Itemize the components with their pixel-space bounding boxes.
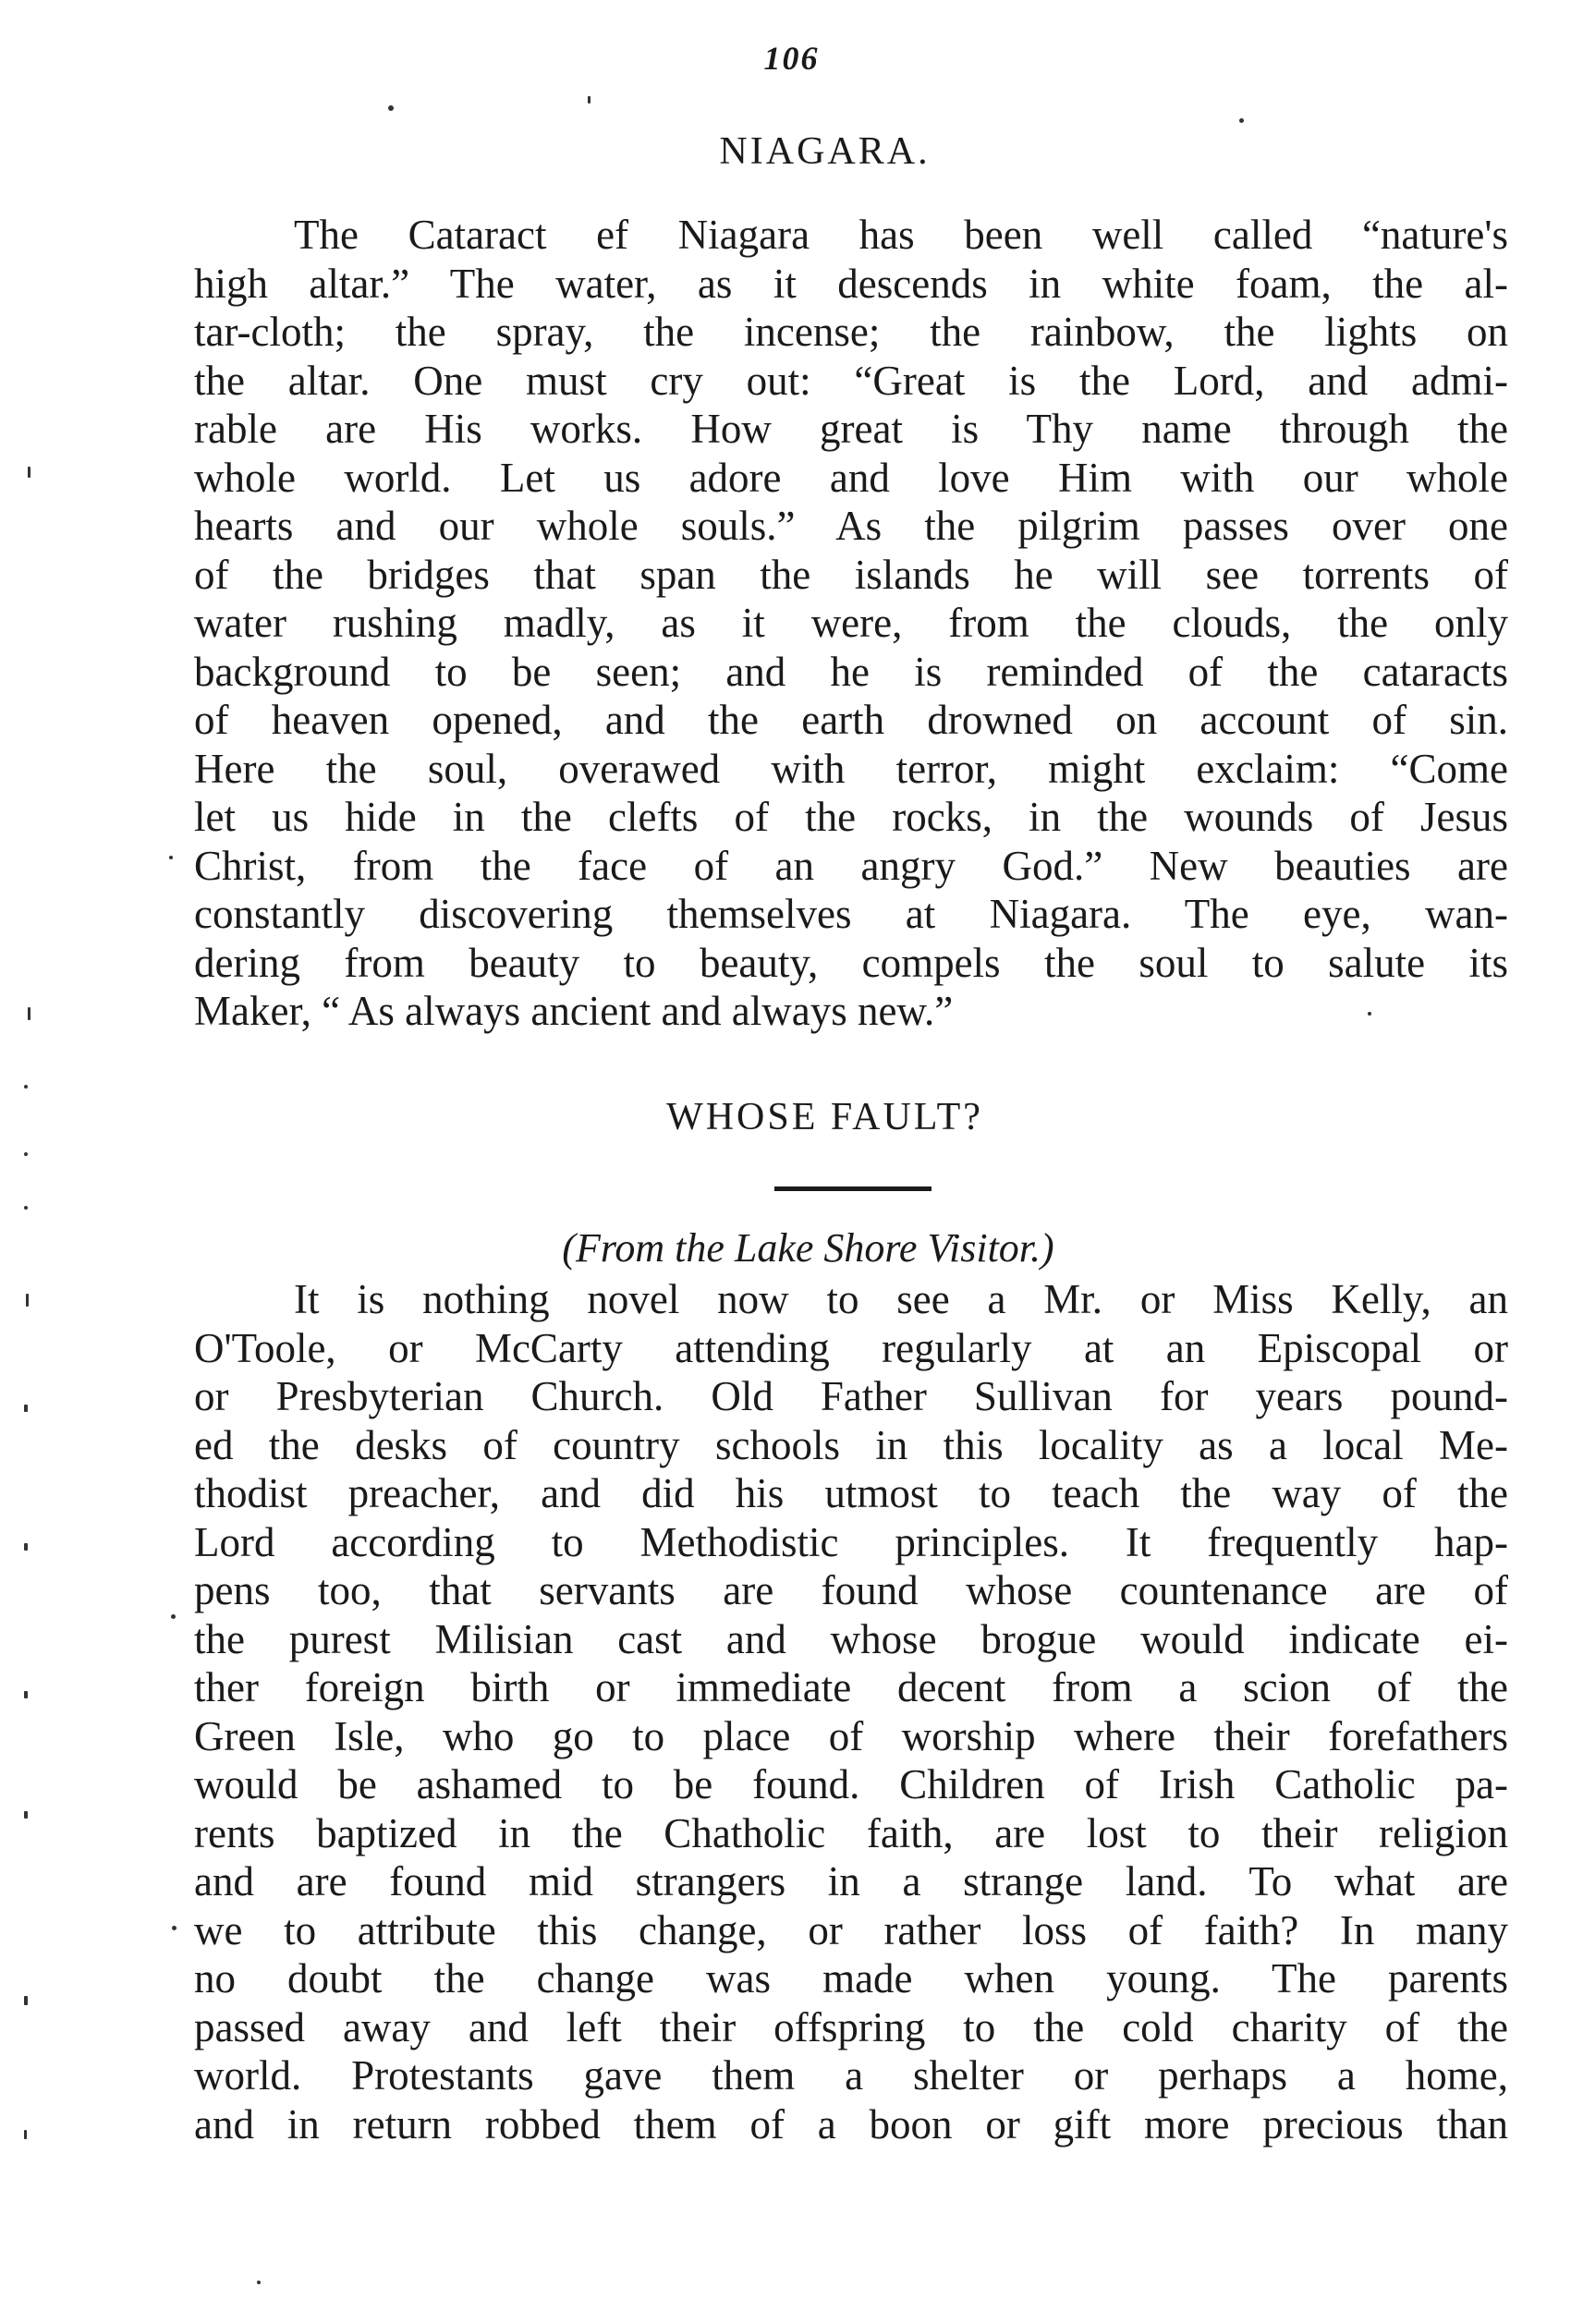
scan-speck (26, 1294, 29, 1307)
text-line: would be ashamed to be found. Children of Irish Catholic pa- (194, 1761, 1508, 1807)
scan-speck (171, 1614, 176, 1619)
text-line: ther foreign birth or immediate decent from a scion of the (194, 1664, 1508, 1710)
scan-speck (24, 1543, 28, 1551)
text-line: thodist preacher, and did his utmost to teach the way of the (194, 1470, 1508, 1516)
text-line: whole world. Let us adore and love Him with our whole (194, 454, 1508, 501)
scan-speck (1239, 118, 1244, 123)
scan-speck (24, 1085, 28, 1089)
text-line: no doubt the change was made when young. The parents (194, 1955, 1508, 2002)
text-line: let us hide in the clefts of the rocks, in the wounds of Jesus (194, 794, 1508, 840)
text-line: Maker, “ As always ancient and always new.” (194, 988, 954, 1034)
text-line: or Presbyterian Church. Old Father Sullivan for years pound- (194, 1373, 1508, 1419)
scan-speck (28, 1007, 30, 1020)
section-title-whose-fault: WHOSE FAULT? (666, 1096, 983, 1138)
scan-speck (588, 96, 591, 103)
text-line: The Cataract ef Niagara has been well called “nature's (294, 212, 1508, 258)
text-line: hearts and our whole souls.” As the pilgrim passes over one (194, 503, 1508, 549)
text-line: rable are His works. How great is Thy name through the (194, 406, 1508, 452)
scan-speck (24, 1691, 28, 1698)
scan-speck (257, 2281, 261, 2284)
text-line: ed the desks of country schools in this locality as a local Me- (194, 1421, 1508, 1468)
scan-speck (28, 467, 30, 478)
text-line: pens too, that servants are found whose countenance are of (194, 1567, 1508, 1613)
text-line: the altar. One must cry out: “Great is the Lord, and admi- (194, 357, 1508, 404)
text-line: Green Isle, who go to place of worship where their forefathers (194, 1712, 1508, 1759)
text-line: world. Protestants gave them a shelter or perhaps a home, (194, 2052, 1508, 2099)
text-line: rents baptized in the Chatholic faith, are lost to their religion (194, 1809, 1508, 1856)
text-line: of heaven opened, and the earth drowned on account of sin. (194, 697, 1508, 743)
scan-speck (24, 2130, 27, 2139)
text-line: O'Toole, or McCarty attending regularly at an Episcopal or (194, 1324, 1508, 1371)
text-line: high altar.” The water, as it descends in white foam, the al- (194, 260, 1508, 307)
scan-speck (388, 105, 394, 111)
text-line: dering from beauty to beauty, compels the soul to salute its (194, 939, 1508, 986)
text-line: tar-cloth; the spray, the incense; the rainbow, the lights on (194, 309, 1508, 355)
paragraph-whose-fault (194, 1275, 1508, 2148)
text-line: It is nothing novel now to see a Mr. or Miss Kelly, an (294, 1276, 1508, 1322)
scan-speck (169, 856, 173, 859)
text-line: Here the soul, overawed with terror, might exclaim: “Come (194, 745, 1508, 792)
text-line: Lord according to Methodistic principles. It frequently hap- (194, 1518, 1508, 1565)
paragraph-niagara (194, 211, 1508, 1036)
scan-speck (24, 1996, 28, 2005)
text-line: and are found mid strangers in a strange land. To what are (194, 1858, 1508, 1904)
text-line: background to be seen; and he is reminded of the cataracts (194, 648, 1508, 695)
section-divider (774, 1186, 932, 1191)
scan-speck (172, 1926, 177, 1930)
page-number: 106 (763, 40, 820, 77)
text-line: the purest Milisian cast and whose brogue would indicate ei- (194, 1615, 1508, 1662)
section-title-niagara: NIAGARA. (719, 130, 931, 173)
scan-speck (24, 1152, 28, 1156)
source-attribution: (From the Lake Shore Visitor.) (562, 1225, 1054, 1271)
scan-speck (1368, 1012, 1371, 1016)
text-line: passed away and left their offspring to the cold charity of the (194, 2003, 1508, 2050)
text-line: we to attribute this change, or rather loss of faith? In many (194, 1906, 1508, 1953)
scan-speck (24, 1405, 28, 1412)
scan-speck (24, 1811, 28, 1819)
scan-speck (24, 1206, 28, 1210)
text-line: of the bridges that span the islands he will see torrents of (194, 551, 1508, 598)
text-line: water rushing madly, as it were, from the clouds, the only (194, 600, 1508, 646)
text-line: and in return robbed them of a boon or gift more precious than (194, 2100, 1508, 2148)
text-line: Christ, from the face of an angry God.” New beauties are (194, 842, 1508, 889)
text-line: constantly discovering themselves at Niagara. The eye, wan- (194, 891, 1508, 937)
